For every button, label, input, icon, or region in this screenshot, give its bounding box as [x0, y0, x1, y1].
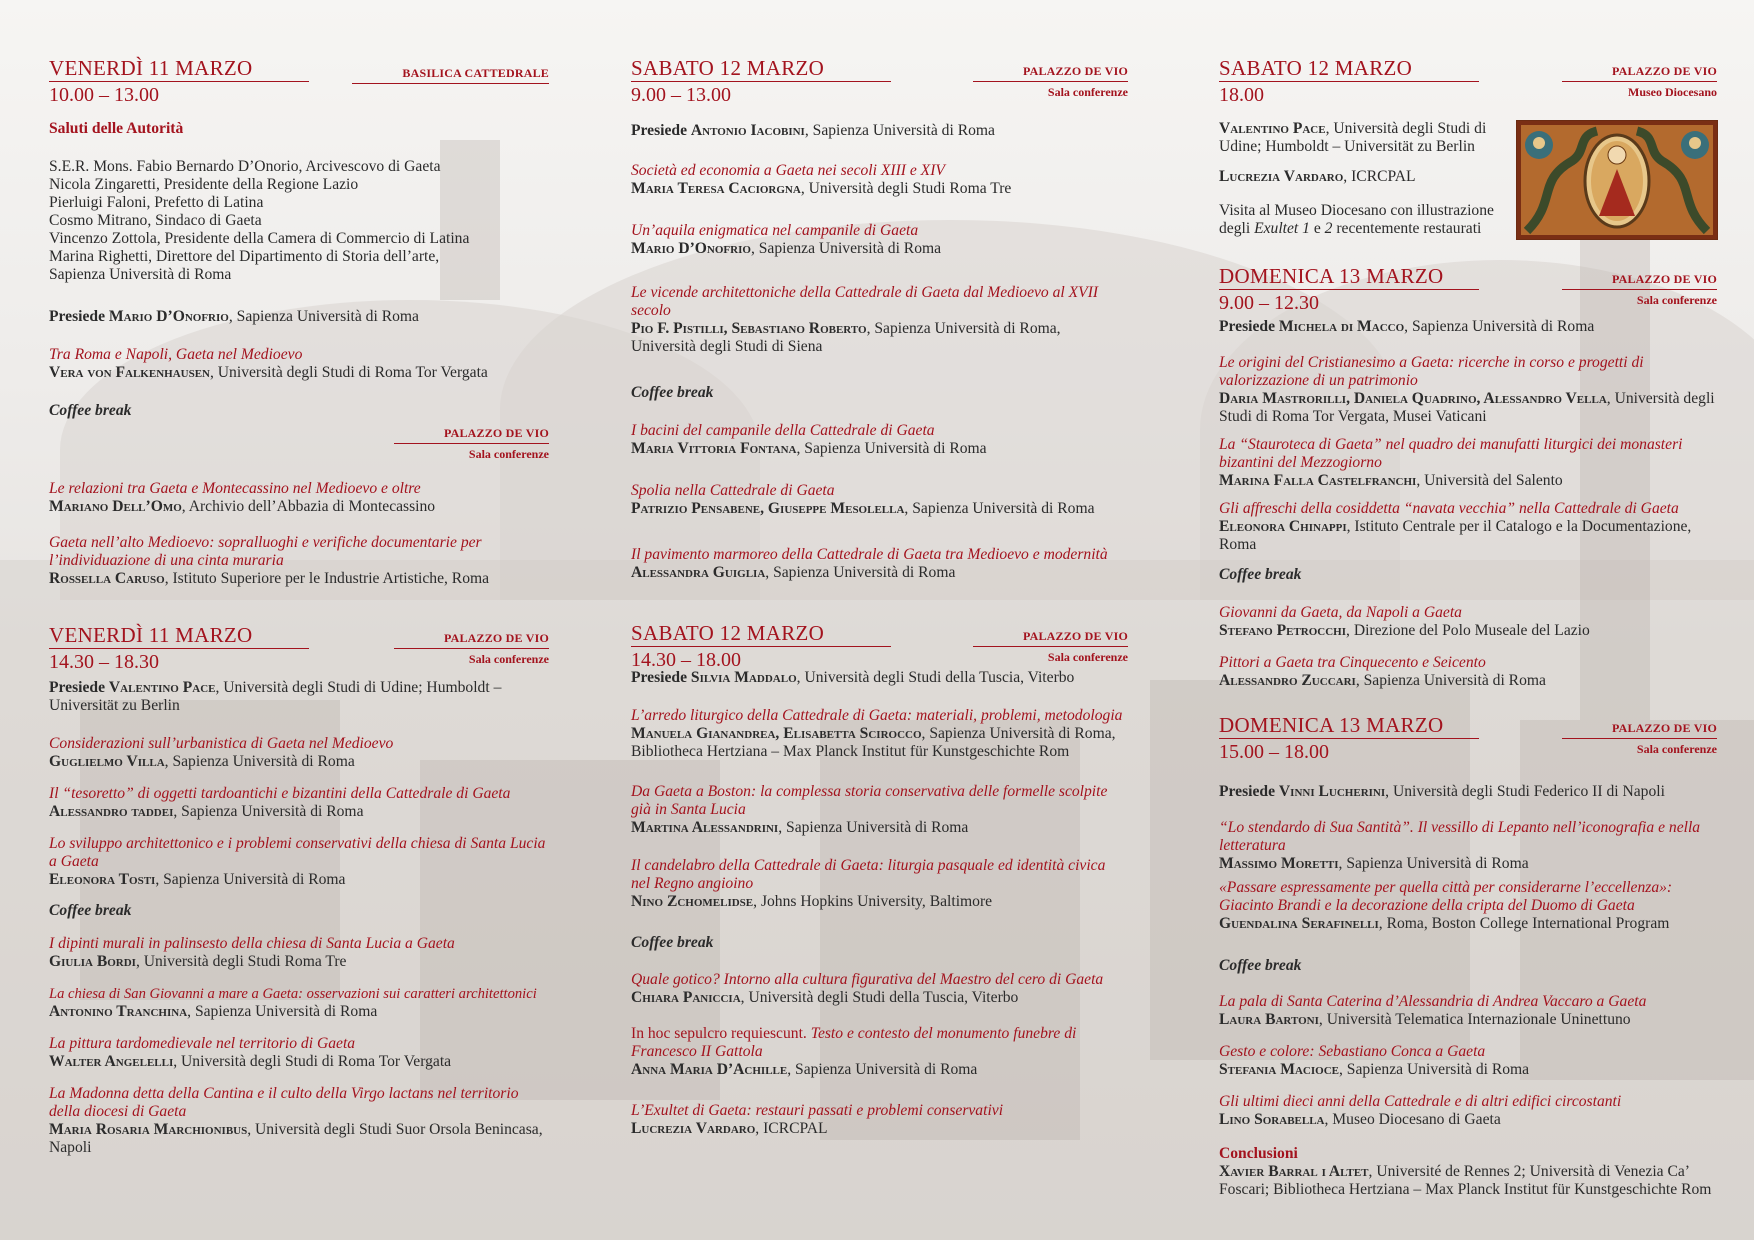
session-venue: PALAZZO DE VIO Sala conferenze: [1562, 272, 1717, 308]
session-fri-afternoon: [49, 623, 549, 1156]
session-sat-evening: [1219, 56, 1717, 237]
talk: Da Gaeta a Boston: la complessa storia conservativa delle formelle scolpite già in Santa Lucia Martina Alessandrini, Sapienza Università di Roma: [631, 783, 1108, 836]
session-time: 14.30 – 18.00: [631, 649, 741, 671]
session-day: SABATO 12 MARZO: [631, 621, 825, 645]
talk: La “Stauroteca di Gaeta” nel quadro dei manufatti liturgici dei monasteri bizantini del Mezzogiorno Marina Falla Castelfranchi, Università del Salento: [1219, 436, 1683, 489]
talk: La pala di Santa Caterina d’Alessandria di Andrea Vaccaro a Gaeta Laura Bartoni, Università Telematica Internazionale Uninettuno: [1219, 993, 1647, 1028]
talk: Le origini del Cristianesimo a Gaeta: ricerche in corso e progetti di valorizzazione di un patrimonio Daria Mastrorilli, Daniela Quadrino, Alessandro Vella, Università degli Studi di Roma Tor Vergata, Musei Vaticani: [1219, 354, 1715, 425]
talk: Gli ultimi dieci anni della Cattedrale e di altri edifici circostanti Lino Sorabella, Museo Diocesano di Gaeta: [1219, 1093, 1622, 1128]
talk: In hoc sepulcro requiescunt. Testo e contesto del monumento funebre di Francesco II Gattola Anna Maria D’Achille, Sapienza Università di Roma: [631, 1025, 1077, 1078]
chair: Presiede Valentino Pace, Università degli Studi di Udine; Humboldt – Universität zu Berlin: [49, 679, 502, 714]
coffee-break: Coffee break: [49, 402, 132, 419]
session-sun-morning: [1219, 264, 1717, 689]
talk: Il pavimento marmoreo della Cattedrale di Gaeta tra Medioevo e modernità Alessandra Guiglia, Sapienza Università di Roma: [631, 546, 1108, 581]
coffee-break: Coffee break: [1219, 566, 1302, 583]
talk: La chiesa di San Giovanni a mare a Gaeta: osservazioni sui caratteri architettonici Antonino Tranchina, Sapienza Università di Roma: [49, 986, 537, 1020]
talk: Pittori a Gaeta tra Cinquecento e Seicento Alessandro Zuccari, Sapienza Università di Roma: [1219, 654, 1546, 689]
session-day: DOMENICA 13 MARZO: [1219, 713, 1444, 737]
talk: Tra Roma e Napoli, Gaeta nel Medioevo Vera von Falkenhausen, Università degli Studi di Roma Tor Vergata: [49, 346, 488, 381]
session-day: SABATO 12 MARZO: [631, 56, 825, 80]
talk: Società ed economia a Gaeta nei secoli XIII e XIV Maria Teresa Caciorgna, Università degli Studi Roma Tre: [631, 162, 1012, 197]
session-time: 10.00 – 13.00: [49, 84, 159, 106]
session-sat-morning: [631, 56, 1128, 581]
talk: “Lo stendardo di Sua Santità”. Il vessillo di Lepanto nell’iconografia e nella letteratura Massimo Moretti, Sapienza Università di Roma: [1219, 819, 1701, 872]
session-time: 15.00 – 18.00: [1219, 741, 1329, 763]
session-time: 14.30 – 18.30: [49, 651, 159, 673]
talk: Un’aquila enigmatica nel campanile di Gaeta Mario D’Onofrio, Sapienza Università di Roma: [631, 222, 942, 257]
session-day: VENERDÌ 11 MARZO: [49, 623, 253, 647]
talk: L’arredo liturgico della Cattedrale di Gaeta: materiali, problemi, metodologia Manuela Gianandrea, Elisabetta Scirocco, Sapienza Università di Roma, Bibliotheca Hertziana – Max Planck Institut für Kunstgeschichte Rom: [631, 707, 1123, 760]
session-day: VENERDÌ 11 MARZO: [49, 56, 253, 80]
chair: Presiede Antonio Iacobini, Sapienza Università di Roma: [631, 122, 995, 139]
session-day: SABATO 12 MARZO: [1219, 56, 1413, 80]
authorities-list: S.E.R. Mons. Fabio Bernardo D’Onorio, Arcivescovo di Gaeta Nicola Zingaretti, Presidente della Regione Lazio Pierluigi Faloni, Prefetto di Latina Cosmo Mitrano, Sindaco di Gaeta Vincenzo Zottola, Presidente della Camera di Commercio di Latina Marina Righetti, Direttore del Dipartimento di Storia dell’arte, Sapienza Università di Roma: [49, 158, 470, 283]
talk: L’Exultet di Gaeta: restauri passati e problemi conservativi Lucrezia Vardaro, ICRCPAL: [631, 1102, 1004, 1137]
talk: Le relazioni tra Gaeta e Montecassino nel Medioevo e oltre Mariano Dell’Omo, Archivio dell’Abbazia di Montecassino: [49, 480, 436, 515]
session-time: 18.00: [1219, 84, 1264, 106]
session-sat-afternoon: [631, 621, 1128, 1137]
talk: Spolia nella Cattedrale di Gaeta Patrizio Pensabene, Giuseppe Mesolella, Sapienza Università di Roma: [631, 482, 1095, 517]
talk: Gli affreschi della cosiddetta “navata vecchia” nella Cattedrale di Gaeta Eleonora Chinappi, Istituto Centrale per il Catalogo e la Documentazione, Roma: [1219, 500, 1692, 553]
chair: Presiede Michela di Macco, Sapienza Università di Roma: [1219, 318, 1595, 335]
chair: Presiede Silvia Maddalo, Università degli Studi della Tuscia, Viterbo: [631, 669, 1075, 686]
talk: I bacini del campanile della Cattedrale di Gaeta Maria Vittoria Fontana, Sapienza Università di Roma: [631, 422, 987, 457]
session-time: 9.00 – 13.00: [631, 84, 731, 106]
talk: Gaeta nell’alto Medioevo: sopralluoghi e verifiche documentarie per l’individuazione di una cinta muraria Rossella Caruso, Istituto Superiore per le Industrie Artistiche, Roma: [49, 534, 490, 587]
session-venue: PALAZZO DE VIO Museo Diocesano: [1562, 64, 1717, 100]
saluti-heading: Saluti delle Autorità: [49, 120, 184, 137]
session-sun-afternoon: [1219, 713, 1717, 1198]
talk: Lo sviluppo architettonico e i problemi conservativi della chiesa di Santa Lucia a Gaeta Eleonora Tosti, Sapienza Università di Roma: [49, 835, 546, 888]
session-day: DOMENICA 13 MARZO: [1219, 264, 1444, 288]
talk: I dipinti murali in palinsesto della chiesa di Santa Lucia a Gaeta Giulia Bordi, Università degli Studi Roma Tre: [49, 935, 455, 970]
talk: Il “tesoretto” di oggetti tardoantichi e bizantini della Cattedrale di Gaeta Alessandro taddei, Sapienza Università di Roma: [49, 785, 511, 820]
session-fri-morning: [49, 56, 549, 587]
talk: «Passare espressamente per quella città per considerarne l’eccellenza»: Giacinto Brandi e la decorazione della cripta del Duomo di Gaeta Guendalina Serafinelli, Roma, Boston College International Program: [1219, 879, 1673, 932]
speaker: Lucrezia Vardaro, ICRCPAL: [1219, 168, 1416, 185]
session-time: 9.00 – 12.30: [1219, 292, 1319, 314]
speaker: Valentino Pace, Università degli Studi di Udine; Humboldt – Universität zu Berlin: [1219, 120, 1487, 155]
coffee-break: Coffee break: [631, 934, 714, 951]
talk: Gesto e colore: Sebastiano Conca a Gaeta Stefania Macioce, Sapienza Università di Roma: [1219, 1043, 1530, 1078]
session-venue: PALAZZO DE VIO Sala conferenze: [973, 64, 1128, 100]
talk: Considerazioni sull’urbanistica di Gaeta nel Medioevo Guglielmo Villa, Sapienza Università di Roma: [49, 735, 394, 770]
exultet-miniature-image: [1516, 120, 1718, 240]
talk: Quale gotico? Intorno alla cultura figurativa del Maestro del cero di Gaeta Chiara Paniccia, Università degli Studi della Tuscia, Viterbo: [631, 971, 1104, 1006]
talk: Il candelabro della Cattedrale di Gaeta: liturgia pasquale ed identità civica nel Regno angioino Nino Zchomelidse, Johns Hopkins University, Baltimore: [631, 857, 1106, 910]
session-venue: PALAZZO DE VIO Sala conferenze: [1562, 721, 1717, 757]
coffee-break: Coffee break: [631, 384, 714, 401]
session-venue: PALAZZO DE VIO Sala conferenze: [394, 426, 549, 462]
museum-visit: Visita al Museo Diocesano con illustrazione degli Exultet 1 e 2 recentemente restaurati: [1219, 202, 1494, 237]
coffee-break: Coffee break: [1219, 957, 1302, 974]
chair: Presiede Vinni Lucherini, Università degli Studi Federico II di Napoli: [1219, 783, 1665, 800]
coffee-break: Coffee break: [49, 902, 132, 919]
conclusions: Conclusioni Xavier Barral i Altet, Université de Rennes 2; Università di Venezia Ca’ Foscari; Bibliotheca Hertziana – Max Planck Institut für Kunstgeschichte Rom: [1219, 1145, 1712, 1198]
session-venue: PALAZZO DE VIO Sala conferenze: [394, 631, 549, 667]
talk: Giovanni da Gaeta, da Napoli a Gaeta Stefano Petrocchi, Direzione del Polo Museale del Lazio: [1219, 604, 1590, 639]
talk: La pittura tardomedievale nel territorio di Gaeta Walter Angelelli, Università degli Studi di Roma Tor Vergata: [49, 1035, 452, 1070]
session-venue: BASILICA CATTEDRALE: [352, 66, 549, 84]
chair: Presiede Mario D’Onofrio, Sapienza Università di Roma: [49, 308, 419, 325]
talk: La Madonna detta della Cantina e il culto della Virgo lactans nel territorio della diocesi di Gaeta Maria Rosaria Marchionibus, Università degli Studi Suor Orsola Benincasa, Napoli: [49, 1085, 543, 1156]
talk: Le vicende architettoniche della Cattedrale di Gaeta dal Medioevo al XVII secolo Pio F. Pistilli, Sebastiano Roberto, Sapienza Università di Roma, Università degli Studi di Siena: [631, 284, 1099, 355]
session-venue: PALAZZO DE VIO Sala conferenze: [973, 629, 1128, 665]
